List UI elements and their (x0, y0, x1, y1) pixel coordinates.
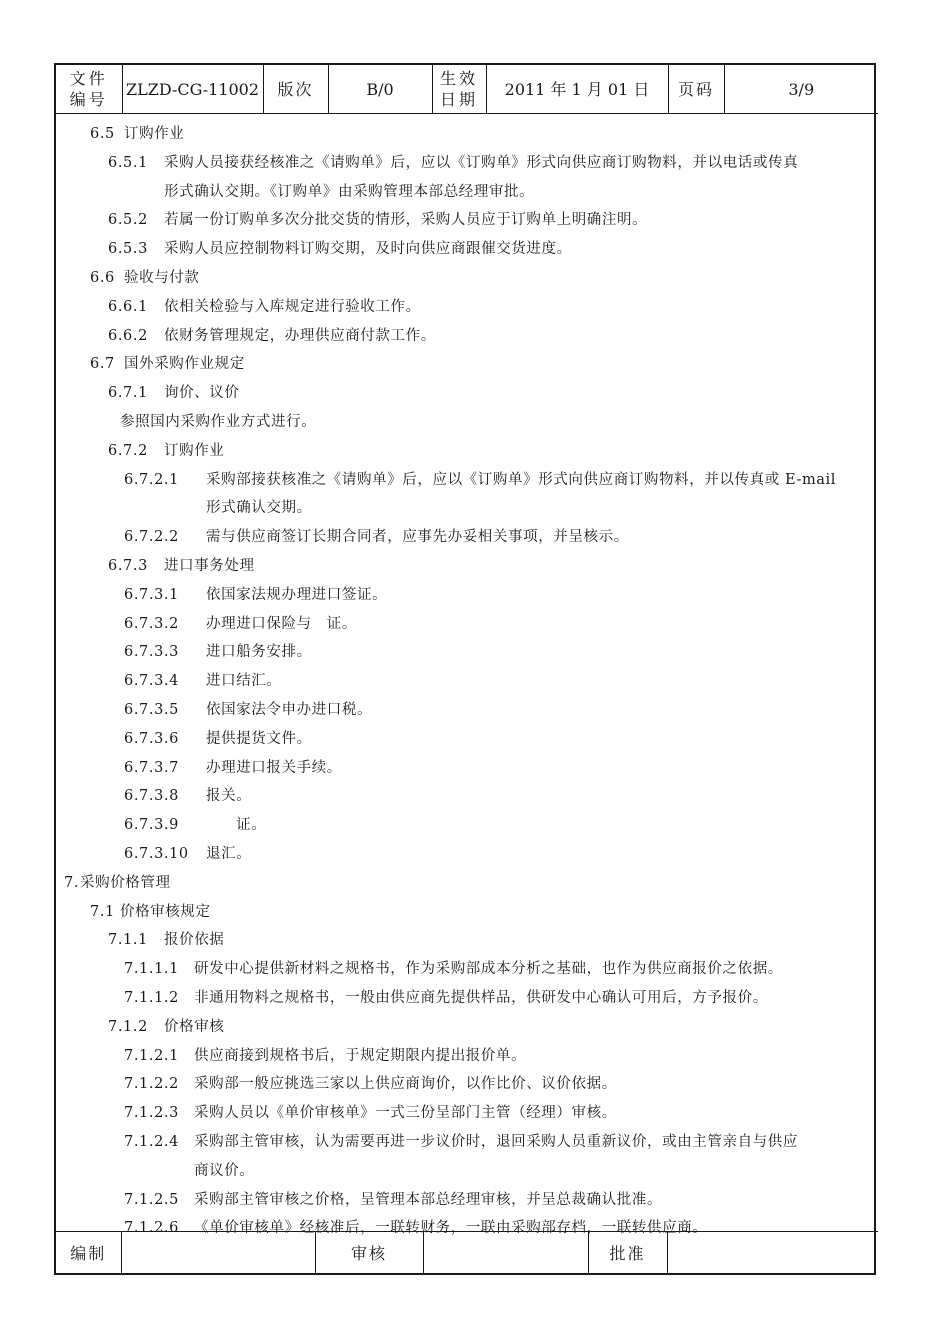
section-number: 6.6.2 (108, 327, 148, 344)
section-text: 采购部接获核准之《请购单》后，应以《订购单》形式向供应商订购物料，并以传真或 E-mail (206, 471, 837, 488)
section-text: 国外采购作业规定 (124, 356, 245, 373)
section-number: 7.1.2.5 (124, 1191, 179, 1208)
section-text: 采购人员以《单价审核单》一式三份呈部门主管（经理）审核。 (194, 1105, 617, 1122)
approved-by-label: 批准 (588, 1232, 667, 1274)
section-number: 7.1.2.4 (124, 1134, 179, 1150)
effective-date: 2011 年 1 月 01 日 (486, 65, 668, 114)
section-text: 订购作业 (124, 126, 185, 142)
section-text: 验收与付款 (124, 270, 200, 286)
section-text: 商议价。 (194, 1162, 255, 1179)
section-text: 进口事务处理 (164, 558, 255, 574)
section-number: 7.1.2.1 (124, 1047, 179, 1064)
section-number: 7.1.1.2 (124, 990, 179, 1006)
reviewed-by-field[interactable] (423, 1232, 588, 1274)
section-text: 《单价审核单》经核准后，一联转财务，一联由采购部存档，一联转供应商。 (194, 1220, 708, 1237)
section-number: 6.5.2 (108, 212, 148, 229)
section-text: 退汇。 (206, 846, 252, 862)
document-frame (54, 63, 876, 1275)
section-number: 6.7.3.10 (124, 846, 189, 862)
section-text: 依相关检验与入库规定进行验收工作。 (164, 298, 421, 315)
section-number: 6.7.3.5 (124, 702, 179, 718)
section-text: 供应商接到规格书后，于规定期限内提出报价单。 (194, 1047, 527, 1064)
section-text: 报价依据 (164, 932, 225, 949)
section-text: 研发中心提供新材料之规格书，作为采购部成本分析之基础，也作为供应商报价之依据。 (194, 961, 783, 978)
section-text: 形式确认交期。《订购单》由采购管理本部总经理审批。 (164, 183, 535, 200)
page-label: 页码 (668, 65, 724, 114)
approved-by-field[interactable] (667, 1232, 878, 1274)
section-number: 6.5 (90, 126, 115, 142)
reviewed-by-label: 审核 (315, 1232, 423, 1274)
section-text: 进口结汇。 (206, 673, 282, 690)
section-text: 价格审核规定 (120, 903, 211, 920)
effective-date-label: 生效 日期 (432, 65, 486, 114)
section-number: 7.1.2.2 (124, 1076, 179, 1093)
document-body (56, 114, 874, 1237)
section-number: 6.6 (90, 270, 115, 286)
section-text: 采购部主管审核之价格，呈管理本部总经理审核，并呈总裁确认批准。 (194, 1191, 663, 1208)
section-text: 进口船务安排。 (206, 644, 312, 661)
prepared-by-label: 编制 (56, 1232, 121, 1274)
section-text: 参照国内采购作业方式进行。 (120, 414, 317, 430)
section-number: 6.7.3.1 (124, 586, 179, 603)
section-number: 7.1.2.6 (124, 1220, 179, 1237)
file-number: ZLZD-CG-11002 (122, 65, 263, 114)
section-number: 7.1 (90, 903, 115, 920)
signature-table (56, 1231, 878, 1273)
section-number: 7.1.2.3 (124, 1105, 179, 1122)
section-text: 依财务管理规定，办理供应商付款工作。 (164, 327, 436, 344)
section-number: 6.5.1 (108, 154, 148, 171)
page-number: 3/9 (724, 65, 878, 114)
section-text: 需与供应商签订长期合同者，应事先办妥相关事项，并呈核示。 (206, 529, 629, 546)
section-text: 证。 (221, 817, 267, 834)
section-text: 采购价格管理 (80, 874, 171, 891)
section-number: 6.7.3.3 (124, 644, 179, 661)
section-number: 7.1.1 (108, 932, 148, 949)
section-number: 6.6.1 (108, 298, 148, 315)
header-table (56, 65, 878, 114)
file-number-label: 文件 编号 (56, 65, 122, 114)
section-number: 6.5.3 (108, 241, 148, 258)
section-number: 6.7.3 (108, 558, 148, 574)
section-text: 非通用物料之规格书，一般由供应商先提供样品，供研发中心确认可用后，方予报价。 (194, 990, 768, 1006)
section-text: 采购人员应控制物料订购交期，及时向供应商跟催交货进度。 (164, 241, 572, 258)
section-text: 采购部一般应挑选三家以上供应商询价，以作比价、议价依据。 (194, 1076, 617, 1093)
section-text: 依国家法令申办进口税。 (206, 702, 373, 718)
prepared-by-field[interactable] (121, 1232, 315, 1274)
section-number: 6.7.3.9 (124, 817, 179, 834)
section-number: 6.7.1 (108, 385, 148, 402)
section-number: 7.1.2 (108, 1018, 148, 1035)
section-number: 6.7.3.2 (124, 615, 179, 632)
section-number: 7. (64, 874, 80, 891)
section-text: 提供提货文件。 (206, 730, 312, 747)
section-number: 6.7.3.6 (124, 730, 179, 747)
section-text: 依国家法规办理进口签证。 (206, 586, 388, 603)
section-number: 6.7.3.7 (124, 759, 179, 776)
section-text: 办理进口报关手续。 (206, 759, 342, 776)
section-text: 价格审核 (164, 1018, 225, 1035)
section-number: 6.7.2 (108, 442, 148, 459)
version-label: 版次 (263, 65, 328, 114)
section-number: 6.7.3.4 (124, 673, 179, 690)
section-text: 采购人员接获经核准之《请购单》后，应以《订购单》形式向供应商订购物料，并以电话或传真 (164, 154, 799, 171)
section-number: 6.7.2.2 (124, 529, 179, 546)
section-text: 订购作业 (164, 442, 225, 459)
version-value: B/0 (328, 65, 432, 114)
section-text: 办理进口保险与 证。 (206, 615, 357, 632)
section-text: 询价、议价 (164, 385, 240, 402)
section-number: 7.1.1.1 (124, 961, 179, 978)
section-text: 采购部主管审核，认为需要再进一步议价时，退回采购人员重新议价，或由主管亲自与供应 (194, 1134, 798, 1150)
section-number: 6.7.3.8 (124, 788, 179, 805)
section-text: 若属一份订购单多次分批交货的情形，采购人员应于订购单上明确注明。 (164, 212, 648, 229)
section-text: 报关。 (206, 788, 252, 805)
section-text: 形式确认交期。 (206, 500, 312, 517)
section-number: 6.7 (90, 356, 115, 373)
section-number: 6.7.2.1 (124, 471, 179, 488)
